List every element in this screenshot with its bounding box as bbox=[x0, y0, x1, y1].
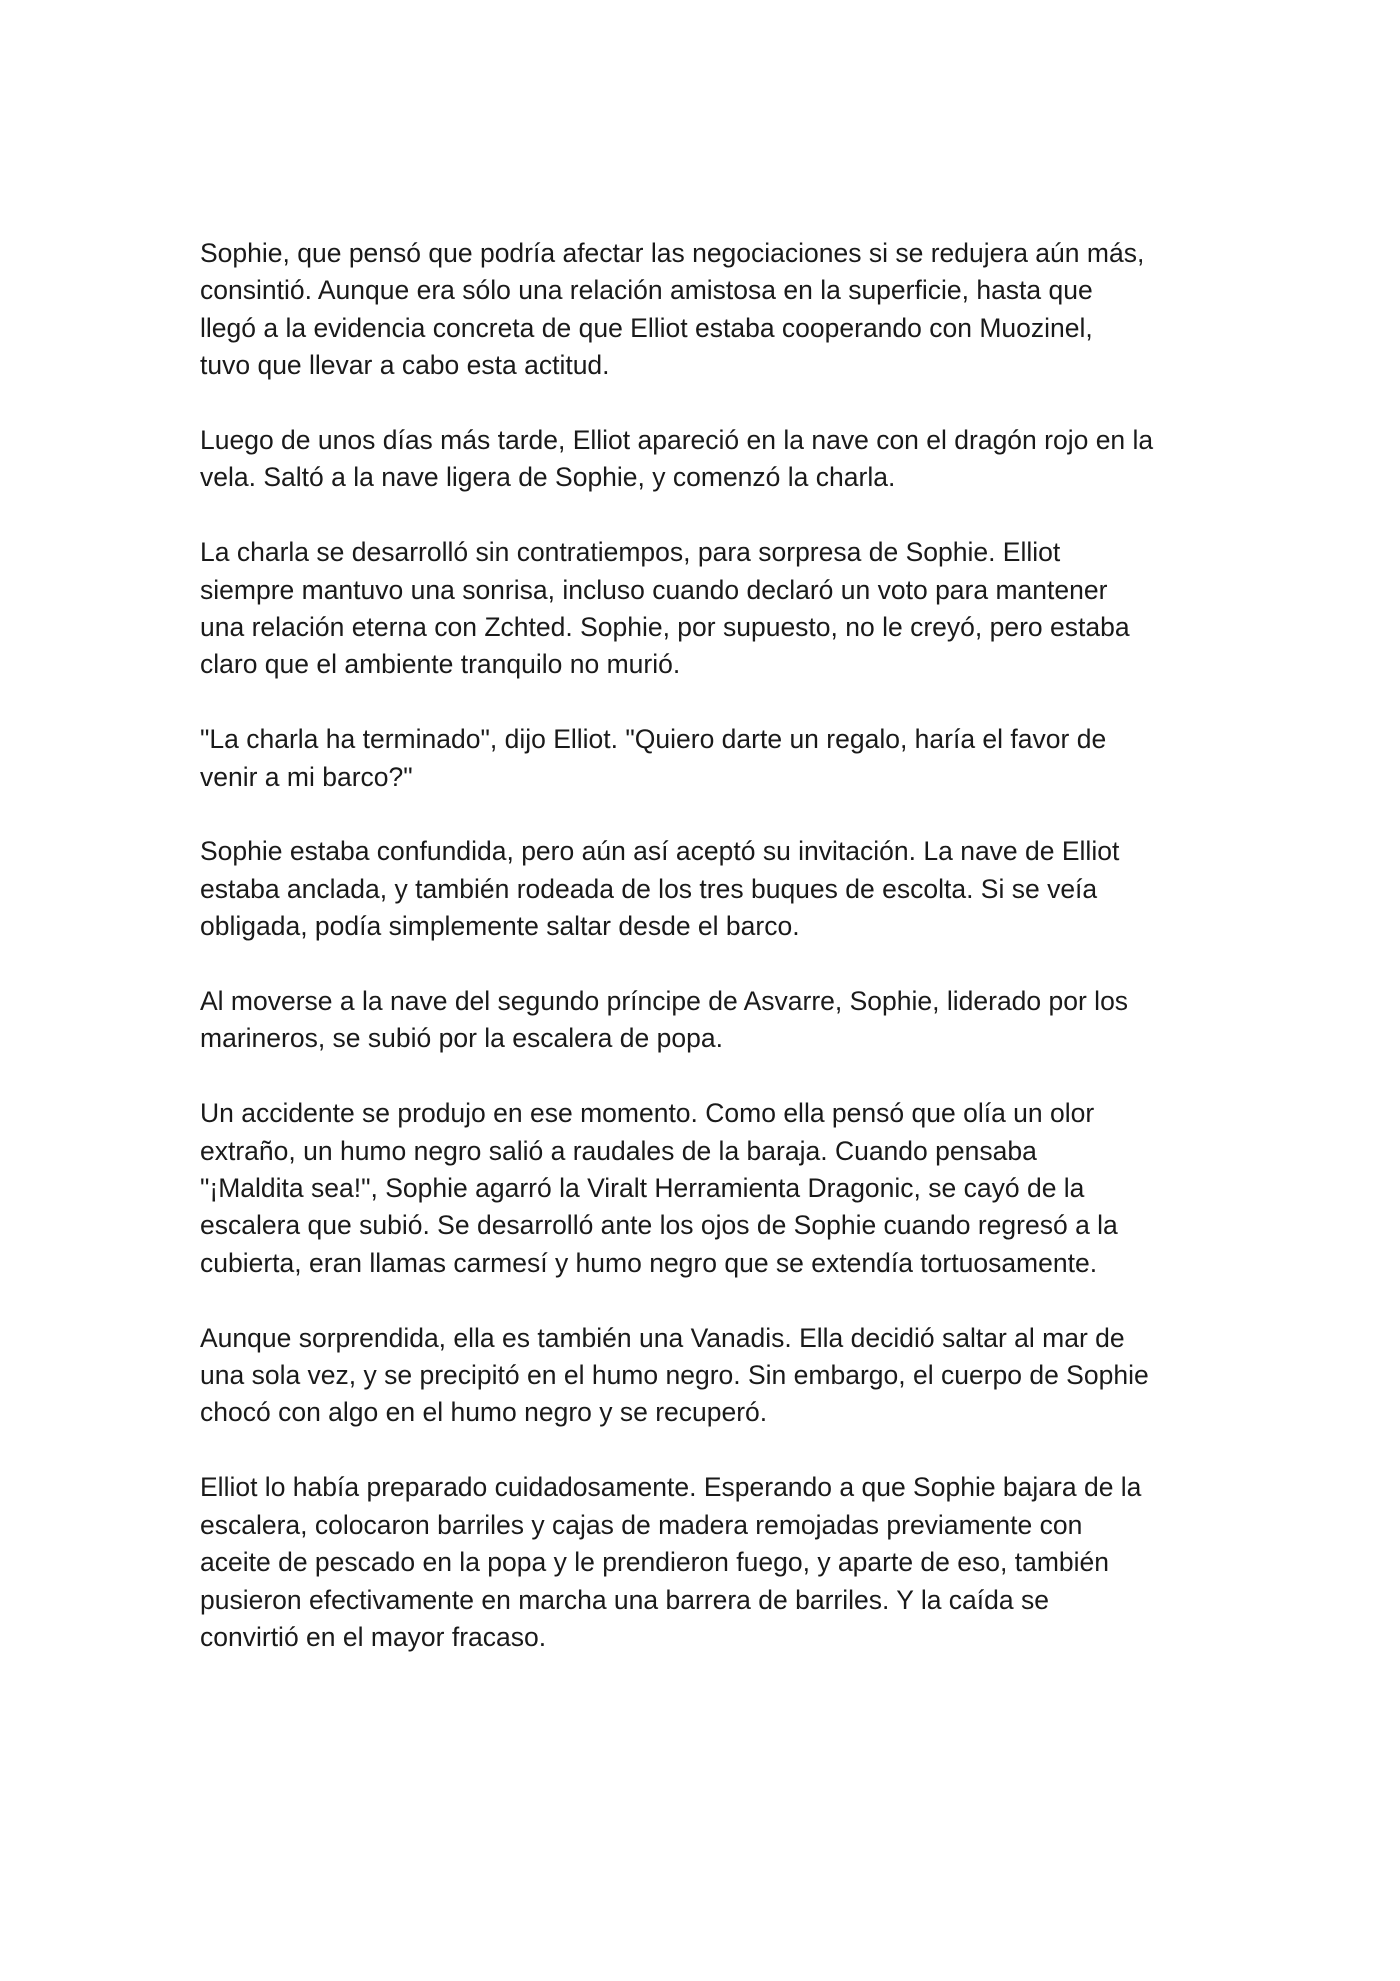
paragraph bbox=[200, 1320, 1200, 1432]
text-line: escalera, colocaron barriles y cajas de madera remojadas previamente con bbox=[200, 1509, 1083, 1540]
text-line: marineros, se subió por la escalera de popa. bbox=[200, 1023, 723, 1054]
paragraph bbox=[200, 1095, 1200, 1282]
text-line: aceite de pescado en la popa y le prendieron fuego, y aparte de eso, también bbox=[200, 1547, 1109, 1578]
paragraph bbox=[200, 534, 1200, 684]
text-line: Al moverse a la nave del segundo príncipe de Asvarre, Sophie, liderado por los bbox=[200, 986, 1129, 1017]
document-body bbox=[200, 235, 1200, 1694]
paragraph bbox=[200, 1469, 1200, 1656]
text-line: escalera que subió. Se desarrolló ante los ojos de Sophie cuando regresó a la bbox=[200, 1210, 1118, 1241]
paragraph bbox=[200, 983, 1200, 1058]
text-line: una sola vez, y se precipitó en el humo negro. Sin embargo, el cuerpo de Sophie bbox=[200, 1360, 1149, 1391]
text-line: Un accidente se produjo en ese momento. Como ella pensó que olía un olor bbox=[200, 1098, 1095, 1129]
text-line: claro que el ambiente tranquilo no murió. bbox=[200, 649, 681, 680]
text-line: extraño, un humo negro salió a raudales de la baraja. Cuando pensaba bbox=[200, 1135, 1037, 1166]
paragraph bbox=[200, 422, 1200, 497]
paragraph bbox=[200, 721, 1200, 796]
text-line: Sophie, que pensó que podría afectar las negociaciones si se redujera aún más, bbox=[200, 238, 1145, 268]
text-line: llegó a la evidencia concreta de que Elliot estaba cooperando con Muozinel, bbox=[200, 312, 1093, 343]
text-line: Luego de unos días más tarde, Elliot apareció en la nave con el dragón rojo en la bbox=[200, 425, 1154, 456]
text-line: tuvo que llevar a cabo esta actitud. bbox=[200, 350, 610, 381]
paragraph bbox=[200, 833, 1200, 945]
text-line: obligada, podía simplemente saltar desde el barco. bbox=[200, 911, 800, 942]
text-line: Elliot lo había preparado cuidadosamente. Esperando a que Sophie bajara de la bbox=[200, 1472, 1142, 1503]
text-line: una relación eterna con Zchted. Sophie, por supuesto, no le creyó, pero estaba bbox=[200, 612, 1130, 643]
text-line: "La charla ha terminado", dijo Elliot. "Quiero darte un regalo, haría el favor de bbox=[200, 724, 1107, 755]
text-line: siempre mantuvo una sonrisa, incluso cuando declaró un voto para mantener bbox=[200, 574, 1108, 605]
text-line: venir a mi barco?" bbox=[200, 761, 413, 792]
paragraph bbox=[200, 235, 1200, 385]
text-line: consintió. Aunque era sólo una relación amistosa en la superficie, hasta que bbox=[200, 275, 1093, 306]
text-line: cubierta, eran llamas carmesí y humo negro que se extendía tortuosamente. bbox=[200, 1247, 1098, 1278]
text-line: estaba anclada, y también rodeada de los tres buques de escolta. Si se veía bbox=[200, 873, 1098, 904]
text-line: Sophie estaba confundida, pero aún así aceptó su invitación. La nave de Elliot bbox=[200, 836, 1120, 867]
text-line: convirtió en el mayor fracaso. bbox=[200, 1621, 547, 1652]
text-line: La charla se desarrolló sin contratiempos, para sorpresa de Sophie. Elliot bbox=[200, 537, 1061, 568]
text-line: "¡Maldita sea!", Sophie agarró la Viralt Herramienta Dragonic, se cayó de la bbox=[200, 1173, 1085, 1204]
text-line: Aunque sorprendida, ella es también una Vanadis. Ella decidió saltar al mar de bbox=[200, 1322, 1125, 1353]
text-line: pusieron efectivamente en marcha una barrera de barriles. Y la caída se bbox=[200, 1584, 1049, 1615]
text-line: vela. Saltó a la nave ligera de Sophie, y comenzó la charla. bbox=[200, 462, 896, 493]
text-line: chocó con algo en el humo negro y se recuperó. bbox=[200, 1397, 768, 1428]
